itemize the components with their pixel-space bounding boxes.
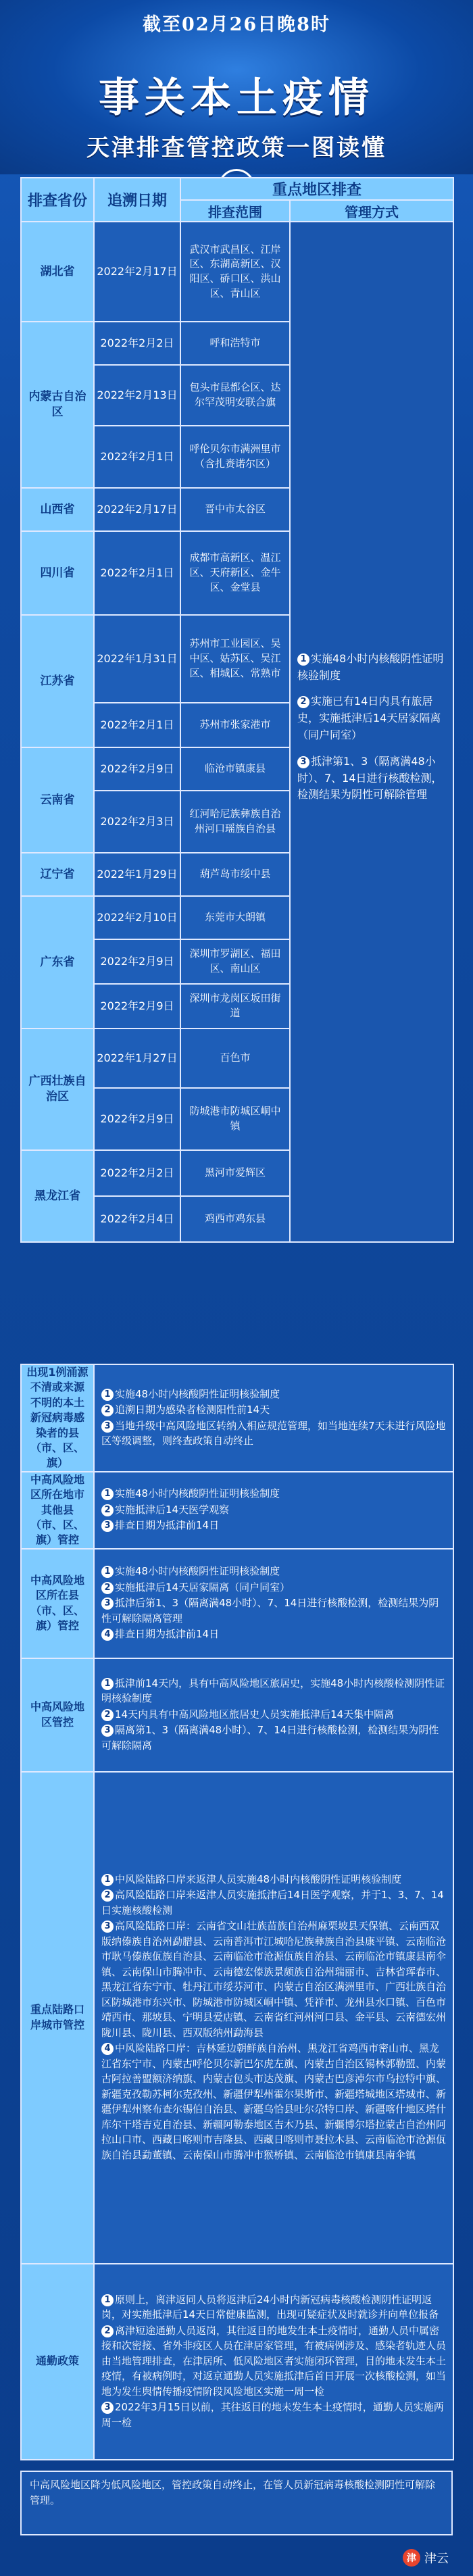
- number-1-icon: 1: [297, 653, 309, 666]
- brand-mark: [403, 2549, 449, 2567]
- date-cell: 2022年2月17日: [94, 222, 180, 322]
- number-3-icon: 3: [101, 1520, 114, 1532]
- number-2-icon: 2: [101, 1889, 114, 1902]
- brand-logo-icon: 津: [403, 2549, 420, 2567]
- policy-items: [94, 1472, 453, 1549]
- header-banner: [0, 0, 473, 174]
- range-cell: 苏州市工业园区、吴中区、姑苏区、吴江区、相城区、常熟市: [180, 615, 290, 703]
- number-1-icon: 1: [101, 1678, 114, 1690]
- page-subtitle: 天津排查管控政策一图读懂: [86, 134, 387, 162]
- policy-items: [94, 1772, 453, 2264]
- range-cell: 深圳市罗湖区、福田区、南山区: [180, 939, 290, 984]
- number-3-icon: 3: [101, 1420, 114, 1433]
- policy-item: 1 中风险陆路口岸来返津人员实施48小时内核酸阴性证明核验制度: [101, 1872, 446, 1887]
- province-cell: 湖北省: [21, 222, 94, 322]
- policy-item: 2 追溯日期为感染者检测阳性前14天: [101, 1402, 446, 1418]
- policy-item: 1 实施48小时内核酸阴性证明核验制度: [101, 1486, 446, 1502]
- range-cell: 成都市高新区、温江区、天府新区、金牛区、金堂县: [180, 531, 290, 615]
- col-header-date: 追溯日期: [94, 178, 180, 222]
- number-2-icon: 2: [297, 696, 309, 708]
- range-cell: 深圳市龙岗区坂田街道: [180, 984, 290, 1029]
- number-3-icon: 3: [101, 1597, 114, 1610]
- number-1-icon: 1: [101, 1874, 114, 1886]
- col-header-range: 排查范围: [180, 200, 290, 222]
- number-3-icon: 3: [101, 1725, 114, 1737]
- date-cell: 2022年2月1日: [94, 703, 180, 747]
- number-1-icon: 1: [101, 1566, 114, 1578]
- province-cell: 山西省: [21, 488, 94, 531]
- date-cell: 2022年2月13日: [94, 365, 180, 426]
- province-cell: 广东省: [21, 896, 94, 1029]
- date-cell: 2022年2月9日: [94, 984, 180, 1029]
- number-2-icon: 2: [101, 1504, 114, 1516]
- date-cell: 2022年2月17日: [94, 488, 180, 531]
- policy-item: 3 高风险陆路口岸：云南省文山壮族苗族自治州麻栗坡县天保镇、云南西双版纳傣族自治州勐腊县、云南普洱市江城哈尼族彝族自治县康平镇、云南临沧市耿马傣族佤族自治县、云南临沧市沧源佤族自治县、云南临沧市镇康县南伞镇、云南保山市腾冲市、云南德宏傣族景颇族自治州瑞丽市、吉林省珲春市、黑龙江省东宁市、牡丹江市绥芬河市、内蒙古自治区满洲里市、广西壮族自治区防城港市东兴市、防城港市防城区峒中镇、凭祥市、龙州县水口镇、百色市靖西市、那坡县、宁明县爱店镇、云南省红河州河口县、金平县、云南德宏州陇川县、陇川县、西双版纳州勐海县: [101, 1920, 447, 2039]
- date-cell: 2022年2月2日: [94, 1150, 180, 1196]
- date-cell: 2022年2月3日: [94, 791, 180, 853]
- province-cell: 内蒙古自治区: [21, 322, 94, 488]
- number-2-icon: 2: [101, 1582, 114, 1594]
- date-cell: 2022年1月29日: [94, 853, 180, 896]
- footer-note: 中高风险地区降为低风险地区，管控政策自动终止，在管人员新冠病毒核酸检测阴性可解除管理。: [20, 2471, 453, 2535]
- policy-label: 中高风险地区所在县（市、区、旗）管控: [21, 1549, 94, 1658]
- range-cell: 晋中市太谷区: [180, 488, 290, 531]
- range-cell: 黑河市爱辉区: [180, 1150, 290, 1196]
- mgmt-cell: [290, 222, 453, 1242]
- policy-label: 中高风险地区管控: [21, 1658, 94, 1772]
- range-cell: 百色市: [180, 1029, 290, 1088]
- policy-item: 2 高风险陆路口岸来返津人员实施抵津后14日医学观察，并于1、3、7、14日实施核酸检测: [101, 1889, 444, 1916]
- brand-name: 津云: [424, 2552, 449, 2566]
- col-header-province: 排查省份: [21, 178, 94, 222]
- number-1-icon: 1: [101, 1389, 114, 1401]
- range-cell: 包头市昆都仑区、达尔罕茂明安联合旗: [180, 365, 290, 426]
- policy-item: 4 排查日期为抵津前14日: [101, 1627, 446, 1642]
- date-cell: 2022年2月9日: [94, 939, 180, 984]
- number-1-icon: 1: [101, 2294, 114, 2306]
- mgmt-item: 2 实施已有14日内具有旅居史，实施抵津后14天居家隔离（同户同室）: [297, 695, 441, 741]
- policy-item: 1 抵津前14天内，具有中高风险地区旅居史，实施48小时内核酸检测阴性证明核验制度: [101, 1677, 445, 1705]
- number-1-icon: 1: [101, 1488, 114, 1500]
- date-cell: 2022年2月10日: [94, 896, 180, 939]
- date-cell: 2022年2月4日: [94, 1196, 180, 1242]
- range-cell: 东莞市大朗镇: [180, 896, 290, 939]
- group-header: 重点地区排查: [180, 178, 453, 200]
- province-cell: 云南省: [21, 747, 94, 853]
- policy-items: [94, 1549, 453, 1658]
- policy-item: 2 实施抵津后14天医学观察: [101, 1502, 446, 1518]
- range-cell: 临沧市镇康县: [180, 747, 290, 791]
- page-title: 事关本土疫情: [99, 74, 374, 122]
- number-2-icon: 2: [101, 1404, 114, 1416]
- policy-item: 2 实施抵津后14天居家隔离（同户同室）: [101, 1580, 446, 1595]
- province-cell: 黑龙江省: [21, 1150, 94, 1242]
- date-cell: 2022年2月9日: [94, 747, 180, 791]
- range-cell: 鸡西市鸡东县: [180, 1196, 290, 1242]
- province-cell: 辽宁省: [21, 853, 94, 896]
- number-4-icon: 4: [101, 2043, 114, 2055]
- policy-label: 出现1例涌源不清或来源不明的本土新冠病毒感染者的县（市、区、旗）: [21, 1364, 94, 1472]
- range-cell: 葫芦岛市绥中县: [180, 853, 290, 896]
- policy-item: 3 抵津后第1、3（隔离满48小时）、7、14日进行核酸检测，检测结果为阴性可解除隔离管理: [101, 1597, 439, 1625]
- region-screening-table: [20, 177, 454, 1243]
- range-cell: 呼伦贝尔市满洲里市（含扎赉诺尔区）: [180, 426, 290, 488]
- date-cell: 2022年2月1日: [94, 426, 180, 488]
- date-cell: 2022年1月27日: [94, 1029, 180, 1088]
- policy-item: 2 14天内具有中高风险地区旅居史人员实施抵津后14天集中隔离: [101, 1707, 446, 1723]
- province-cell: 四川省: [21, 531, 94, 615]
- policy-item: 3 隔离第1、3（隔离满48小时）、7、14日进行核酸检测，检测结果为阴性可解除隔离: [101, 1724, 439, 1752]
- number-2-icon: 2: [101, 1709, 114, 1721]
- policy-label: 重点陆路口岸城市管控: [21, 1772, 94, 2264]
- range-cell: 防城港市防城区峒中镇: [180, 1088, 290, 1150]
- date-cell: 2022年2月9日: [94, 1088, 180, 1150]
- province-cell: 江苏省: [21, 615, 94, 747]
- policy-item: 1 实施48小时内核酸阴性证明核验制度: [101, 1387, 446, 1402]
- date-cell: 2022年2月2日: [94, 322, 180, 365]
- policy-item: 4 中风险陆路口岸：吉林延边朝鲜族自治州、黑龙江省鸡西市密山市、黑龙江省东宁市、内蒙古呼伦贝尔新巴尔虎左旗、内蒙古自治区锡林郭勒盟、内蒙古阿拉善盟额济纳旗、内蒙古包头市达茂旗、内蒙古巴彦淖尔市乌拉特中旗、新疆克孜勒苏柯尔克孜州、新疆伊犁州霍尔果斯市、新疆塔城地区塔城市、新疆伊犁州察布查尔锡伯自治县、新疆乌恰县吐尔尕特口岸、新疆喀什地区塔什库尔干塔吉克自治县、新疆阿勒泰地区吉木乃县、新疆博尔塔拉蒙古自治州阿拉山口市、西藏日喀则市吉隆县、西藏日喀则市聂拉木县、云南临沧市沧源佤族自治县勐董镇、云南保山市腾冲市猴桥镇、云南临沧市镇康县南伞镇: [101, 2042, 447, 2161]
- number-3-icon: 3: [297, 756, 309, 768]
- control-policy-table: [20, 1364, 454, 2460]
- province-cell: 广西壮族自治区: [21, 1029, 94, 1150]
- policy-item: 2 离津短途通勤人员返岗，其往返目的地发生本土疫情时，通勤人员中属密接和次密接、省外非疫区人员在津居家管理，有被病例涉及、感染者轨迹人员由当地管理排查，在津居所、低风险地区者实施闭环管理，目的地未发生本土疫情，有被病例时，对返京通勤人员实施抵津后首日开展一次核酸检测，如当地为发生舆情传播疫情阶段风险地区实施一周一检: [101, 2324, 447, 2398]
- range-cell: 苏州市张家港市: [180, 703, 290, 747]
- number-4-icon: 4: [101, 1629, 114, 1641]
- number-3-icon: 3: [101, 1921, 114, 1933]
- range-cell: 呼和浩特市: [180, 322, 290, 365]
- policy-items: [94, 1658, 453, 1772]
- mgmt-item: 3 抵津第1、3（隔离满48小时）、7、14日进行核酸检测，检测结果为阴性可解除管理: [297, 754, 443, 801]
- policy-item: 1 实施48小时内核酸阴性证明核验制度: [101, 1564, 446, 1579]
- range-cell: 红河哈尼族彝族自治州河口瑶族自治县: [180, 791, 290, 853]
- col-header-mgmt: 管理方式: [290, 200, 453, 222]
- policy-item: 1 原则上，离津返同人员将返津后24小时内新冠病毒核酸检测阴性证明返岗，对实施抵津后14天日常健康监测，出现可疑症状及时就诊并向单位报备: [101, 2293, 439, 2321]
- policy-label: 中高风险地区所在地市其他县（市、区、旗）管控: [21, 1472, 94, 1549]
- policy-item: 3 当地升级中高风险地区转纳入相应规范管理，如当地连续7天未进行风险地区等级调整，则终查政策自动终止: [101, 1419, 446, 1447]
- policy-label: 通勤政策: [21, 2264, 94, 2460]
- policy-items: [94, 2264, 453, 2460]
- number-2-icon: 2: [101, 2325, 114, 2337]
- date-cell: 2022年1月31日: [94, 615, 180, 703]
- date-line: 截至02月26日晚8时: [143, 14, 330, 35]
- date-cell: 2022年2月1日: [94, 531, 180, 615]
- number-3-icon: 3: [101, 2402, 114, 2414]
- policy-items: [94, 1364, 453, 1472]
- mgmt-item: 1 实施48小时内核酸阴性证明核验制度: [297, 651, 444, 682]
- policy-item: 3 2022年3月15日以前，其往返目的地未发生本土疫情时，通勤人员实施两周一检: [101, 2401, 444, 2429]
- range-cell: 武汉市武昌区、江岸区、东湖高新区、汉阳区、硚口区、洪山区、青山区: [180, 222, 290, 322]
- policy-item: 3 排查日期为抵津前14日: [101, 1518, 446, 1533]
